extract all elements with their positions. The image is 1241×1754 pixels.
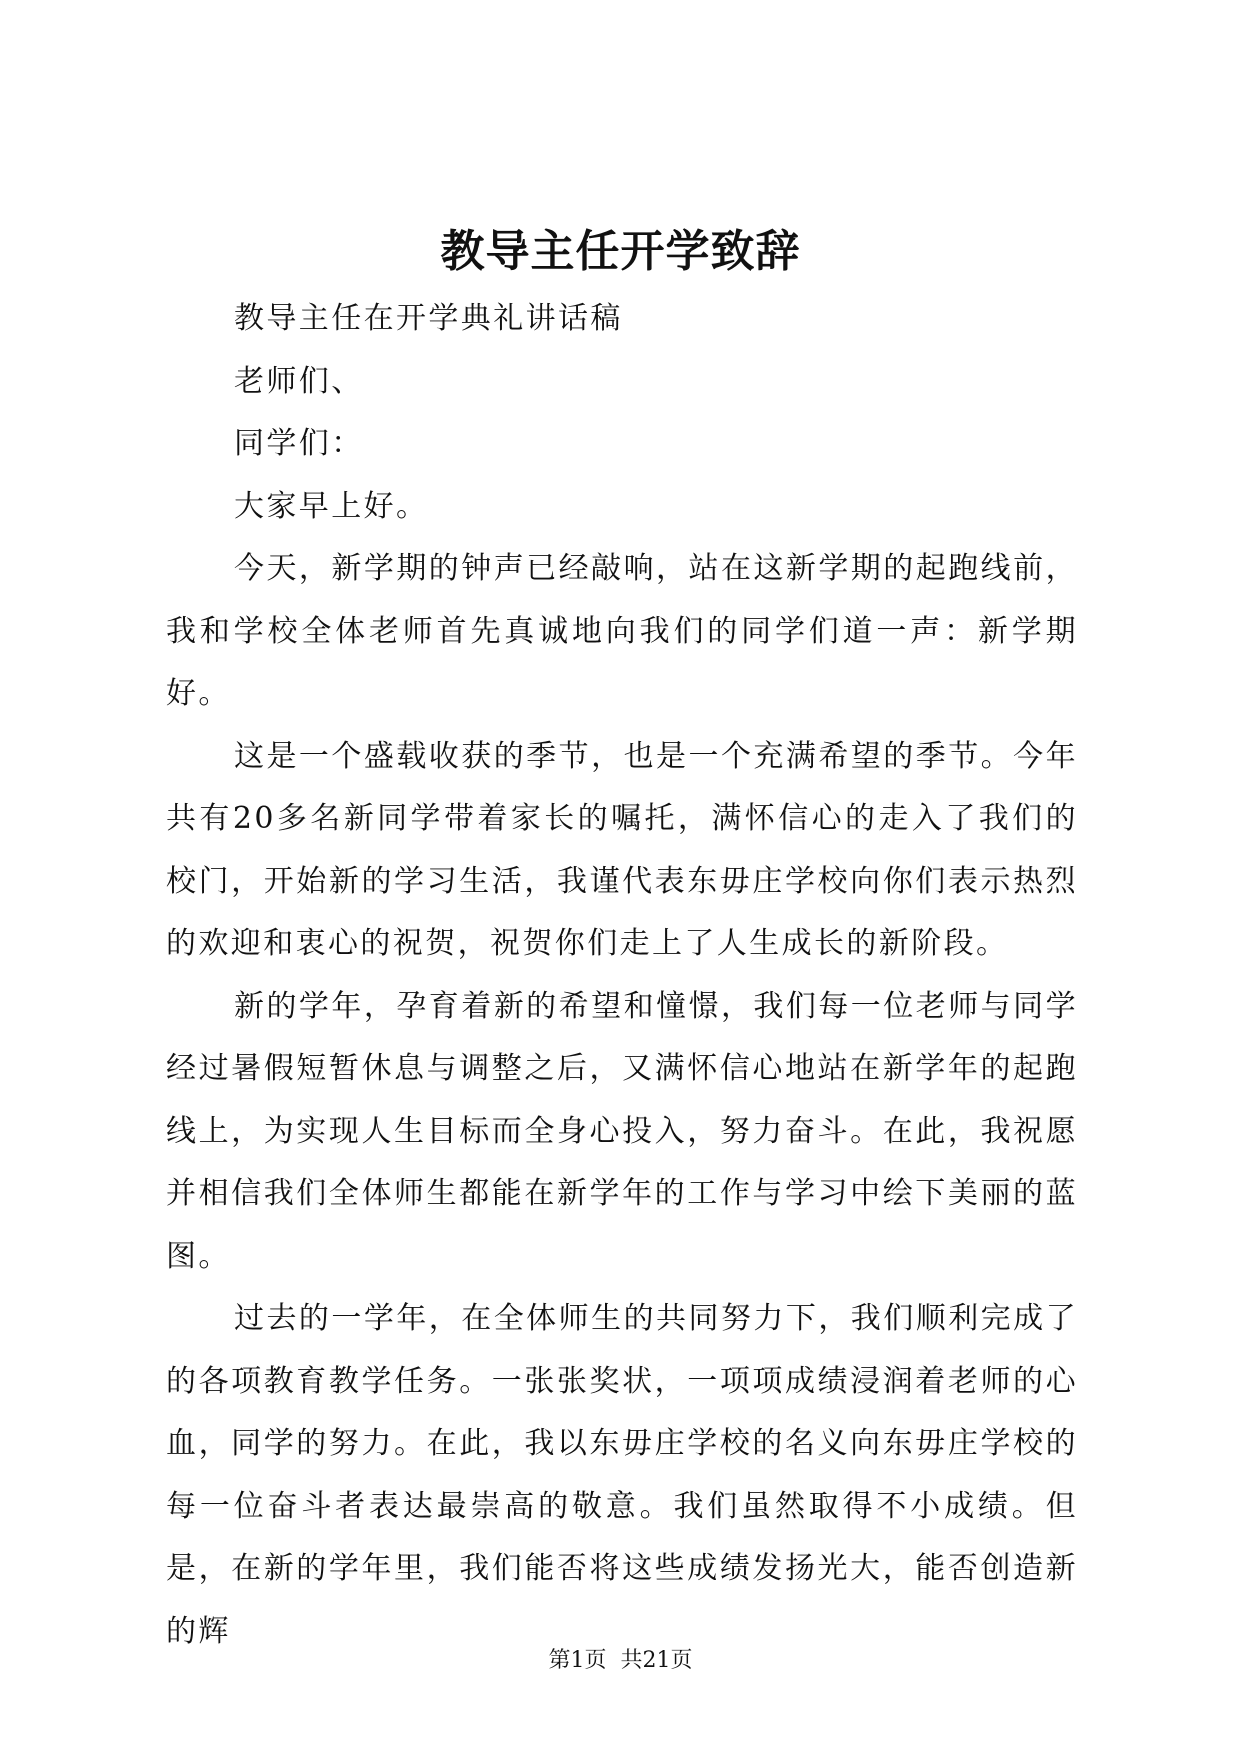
paragraph-body: 今天，新学期的钟声已经敲响，站在这新学期的起跑线前，我和学校全体老师首先真诚地向我们的同学们道一声：新学期好。 — [166, 551, 1078, 711]
paragraph-body: 这是一个盛载收获的季节，也是一个充满希望的季节。今年共有20多名新同学带着家长的嘱托，满怀信心的走入了我们的校门，开始新的学习生活，我谨代表东毋庄学校向你们表示热烈的欢迎和衷心的祝贺，祝贺你们走上了人生成长的新阶段。 — [166, 738, 1078, 961]
paragraph-subtitle: 教导主任在开学典礼讲话稿 — [234, 301, 623, 336]
page-number: 第1页 — [548, 1648, 607, 1673]
document-title: 教导主任开学致辞 — [440, 226, 801, 277]
paragraph-salutation-teachers: 老师们、 — [234, 363, 364, 399]
paragraph-body: 新的学年，孕育着新的希望和憧憬，我们每一位老师与同学经过暑假短暂休息与调整之后，又满怀信心地站在新学年的起跑线上，为实现人生目标而全身心投入，努力奋斗。在此，我祝愿并相信我们全体师生都能在新学年的工作与学习中绘下美丽的蓝图。 — [166, 988, 1078, 1274]
page-total: 共21页 — [620, 1648, 693, 1673]
page-footer — [0, 1646, 1241, 1676]
document-body — [166, 288, 1078, 1663]
paragraph-salutation-students: 同学们： — [234, 426, 364, 461]
paragraph-body: 过去的一学年，在全体师生的共同努力下，我们顺利完成了的各项教育教学任务。一张张奖状，一项项成绩浸润着老师的心血，同学的努力。在此，我以东毋庄学校的名义向东毋庄学校的每一位奋斗者表达最崇高的敬意。我们虽然取得不小成绩。但是，在新的学年里，我们能否将这些成绩发扬光大，能否创造新的辉 — [166, 1301, 1078, 1649]
paragraph-greeting: 大家早上好。 — [234, 488, 429, 524]
